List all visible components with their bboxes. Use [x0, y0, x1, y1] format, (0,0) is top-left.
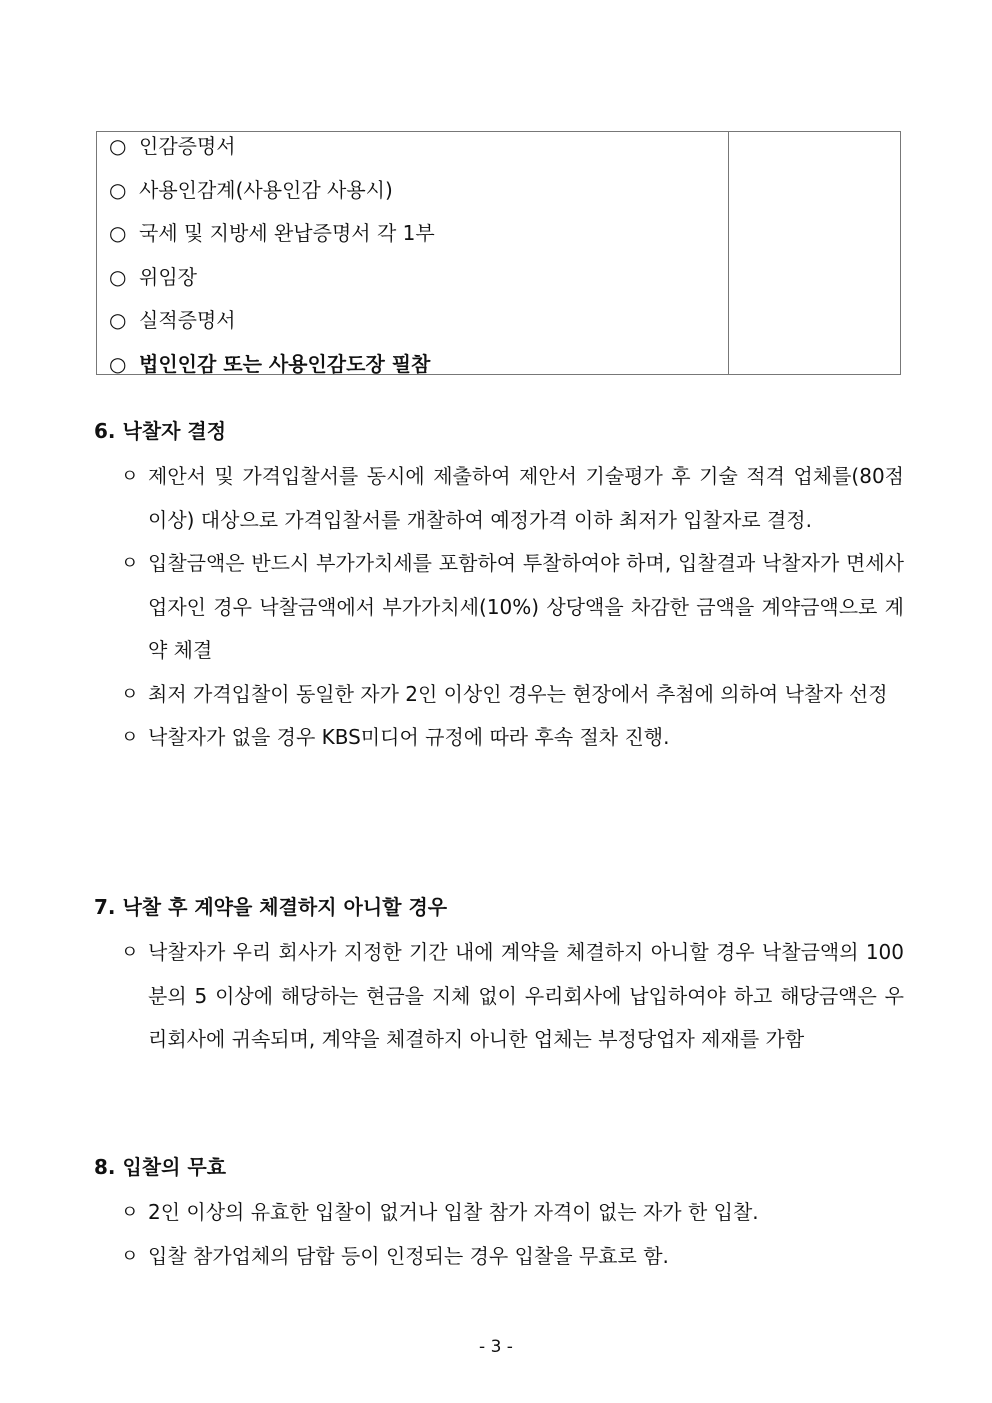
list-item: [94, 673, 904, 717]
section-contract-refusal: [94, 893, 904, 1062]
bullet-marker: ㅇ: [121, 727, 139, 748]
document-label: 사용인감계(사용인감 사용시): [139, 177, 393, 202]
bullet-marker: ㅇ: [121, 1245, 139, 1267]
circle-marker: ○: [109, 177, 127, 202]
circle-marker: ○: [109, 134, 127, 158]
item-text: 낙찰자가 우리 회사가 지정한 기간 내에 계약을 체결하지 아니할 경우 낙찰금액의 100분의 5 이상에 해당하는 현금을 지체 없이 우리회사에 납입하여야 하고 해당금액은 우리회사에 귀속되며, 계약을 체결하지 아니한 업체는 부정당업자 제재를 가함: [148, 940, 904, 1051]
document-label: 인감증명서: [139, 134, 236, 158]
bullet-marker: ㅇ: [121, 466, 139, 487]
table-row: [109, 306, 719, 350]
section-items: [94, 455, 904, 760]
page-number: - 3 -: [479, 1337, 513, 1357]
section-heading: 8. 입찰의 무효: [94, 1155, 227, 1179]
item-text: 낙찰자가 없을 경우 KBS미디어 규정에 따라 후속 절차 진행.: [148, 725, 670, 749]
bullet-marker: ㅇ: [121, 1202, 139, 1223]
document-label: 위임장: [139, 264, 197, 289]
bullet-marker: ㅇ: [121, 683, 139, 705]
item-text: 최저 가격입찰이 동일한 자가 2인 이상인 경우는 현장에서 추첨에 의하여 낙찰자 선정: [148, 681, 888, 706]
item-text: 입찰금액은 반드시 부가가치세를 포함하여 투찰하여야 하며, 입찰결과 낙찰자가 면세사업자인 경우 낙찰금액에서 부가가치세(10%) 상당액을 차감한 금액을 계약금액으로 계약 체결: [148, 551, 904, 662]
bullet-marker: ㅇ: [121, 553, 139, 574]
table-row: [109, 219, 719, 263]
section-winner-decision: [94, 417, 904, 760]
required-documents-table: [96, 131, 901, 375]
item-text: 입찰 참가업체의 담합 등이 인정되는 경우 입찰을 무효로 함.: [148, 1243, 669, 1268]
list-item: [94, 542, 904, 673]
list-item: [94, 1235, 904, 1279]
section-items: [94, 931, 904, 1062]
required-documents-list: [109, 132, 719, 393]
item-text: 제안서 및 가격입찰서를 동시에 제출하여 제안서 기술평가 후 기술 적격 업체를(80점 이상) 대상으로 가격입찰서를 개찰하여 예정가격 이하 최저가 입찰자로 결정.: [148, 464, 904, 532]
bullet-marker: ㅇ: [121, 942, 139, 963]
list-item: [94, 931, 904, 1062]
circle-marker: ○: [109, 264, 127, 289]
table-row: [109, 263, 719, 307]
section-heading: 6. 낙찰자 결정: [94, 419, 227, 443]
circle-marker: ○: [109, 351, 127, 376]
table-row: [109, 350, 719, 394]
item-text: 2인 이상의 유효한 입찰이 없거나 입찰 참가 자격이 없는 자가 한 입찰.: [148, 1200, 759, 1224]
table-column-divider: [728, 132, 729, 374]
section-bid-invalidity: [94, 1153, 904, 1278]
document-label: 법인인감 또는 사용인감도장 필참: [139, 351, 431, 376]
document-label: 실적증명서: [139, 308, 236, 332]
table-row: [109, 132, 719, 176]
list-item: [94, 455, 904, 542]
table-row: [109, 176, 719, 220]
list-item: [94, 716, 904, 760]
section-heading: 7. 낙찰 후 계약을 체결하지 아니할 경우: [94, 895, 448, 919]
section-items: [94, 1191, 904, 1278]
list-item: [94, 1191, 904, 1235]
circle-marker: ○: [109, 221, 127, 245]
circle-marker: ○: [109, 308, 127, 332]
document-label: 국세 및 지방세 완납증명서 각 1부: [139, 221, 435, 245]
